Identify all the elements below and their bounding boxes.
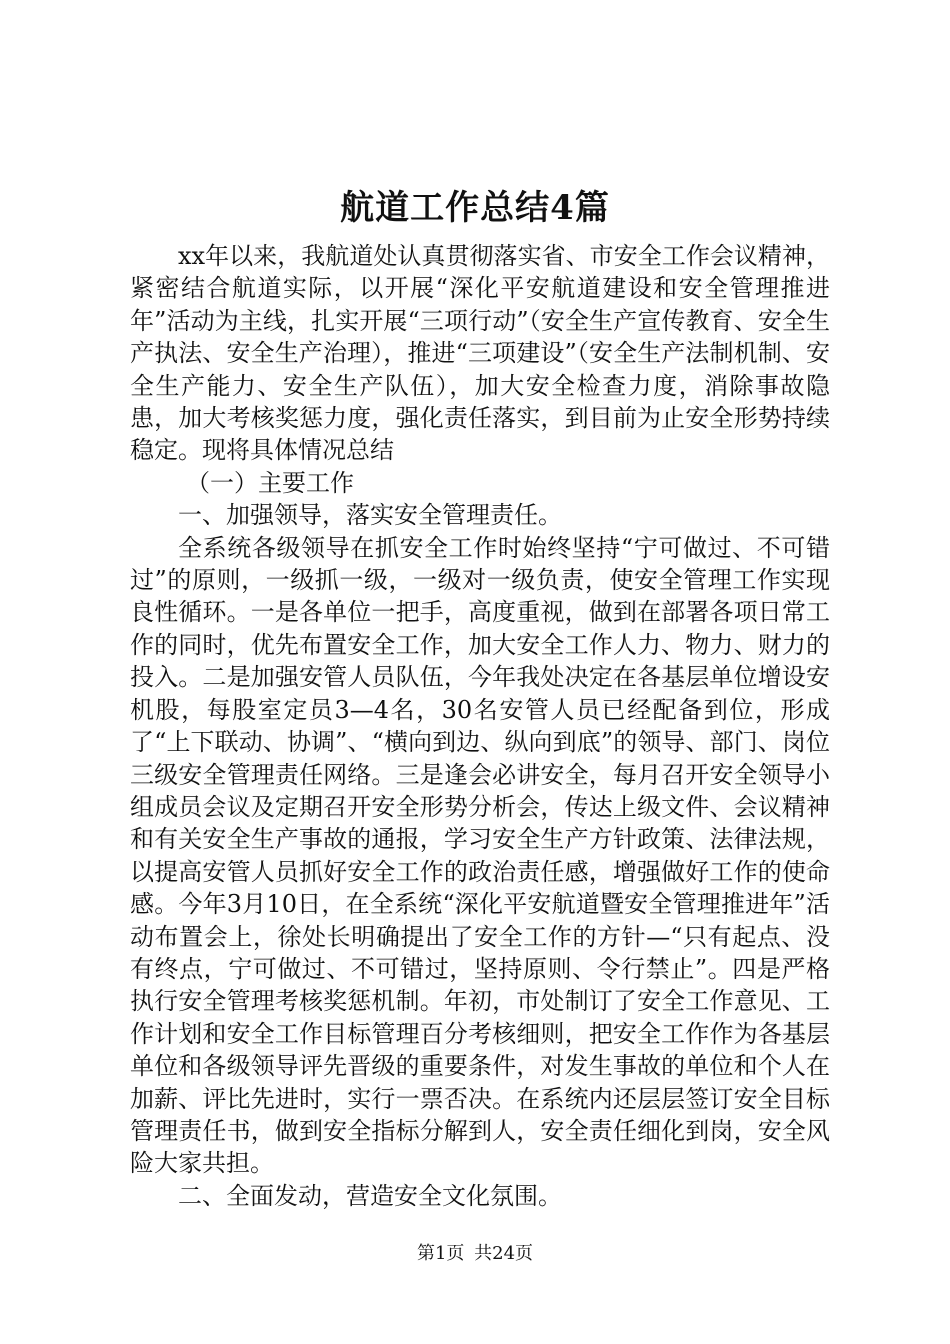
intro-paragraph: xx年以来，我航道处认真贯彻落实省、市安全工作会议精神，紧密结合航道实际，以开展“深化平安航道建设和安全管理推进年”活动为主线，扎实开展“三项行动”（安全生产宣传教育、安全生产执法、安全生产治理），推进“三项建设”（安全生产法制机制、安全生产能力、安全生产队伍），加大安全检查力度，消除事故隐患，加大考核奖惩力度，强化责任落实，到目前为止安全形势持续稳定。现将具体情况总结 [130, 242, 830, 465]
section-heading: （一）主要工作 [186, 468, 354, 497]
item-heading-2: 二、全面发动，营造安全文化氛围。 [178, 1181, 562, 1210]
item-body-1: 全系统各级领导在抓安全工作时始终坚持“宁可做过、不可错过”的原则，一级抓一级，一级对一级负责，使安全管理工作实现良性循环。一是各单位一把手，高度重视，做到在部署各项日常工作的同时，优先布置安全工作，加大安全工作人力、物力、财力的投入。二是加强安管人员队伍，今年我处决定在各基层单位增设安机股，每股室定员3—4名，30名安管人员已经配备到位，形成了“上下联动、协调”、“横向到边、纵向到底”的领导、部门、岗位三级安全管理责任网络。三是逢会必讲安全，每月召开安全领导小组成员会议及定期召开安全形势分析会，传达上级文件、会议精神和有关安全生产事故的通报，学习安全生产方针政策、法律法规，以提高安管人员抓好安全工作的政治责任感，增强做好工作的使命感。今年3月10日，在全系统“深化平安航道暨安全管理推进年”活动布置会上，徐处长明确提出了安全工作的方针—“只有起点、没有终点，宁可做过、不可错过，坚持原则、令行禁止”。四是严格执行安全管理考核奖惩机制。年初，市处制订了安全工作意见、工作计划和安全工作目标管理百分考核细则，把安全工作作为各基层单位和各级领导评先晋级的重要条件，对发生事故的单位和个人在加薪、评比先进时，实行一票否决。在系统内还层层签订安全目标管理责任书，做到安全指标分解到人，安全责任细化到岗，安全风险大家共担。 [130, 533, 830, 1178]
item-heading-1: 一、加强领导，落实安全管理责任。 [178, 501, 562, 530]
page-footer: 第1页 共24页 [416, 1243, 534, 1264]
document-body [130, 240, 830, 1212]
document-title: 航道工作总结4篇 [340, 188, 610, 228]
